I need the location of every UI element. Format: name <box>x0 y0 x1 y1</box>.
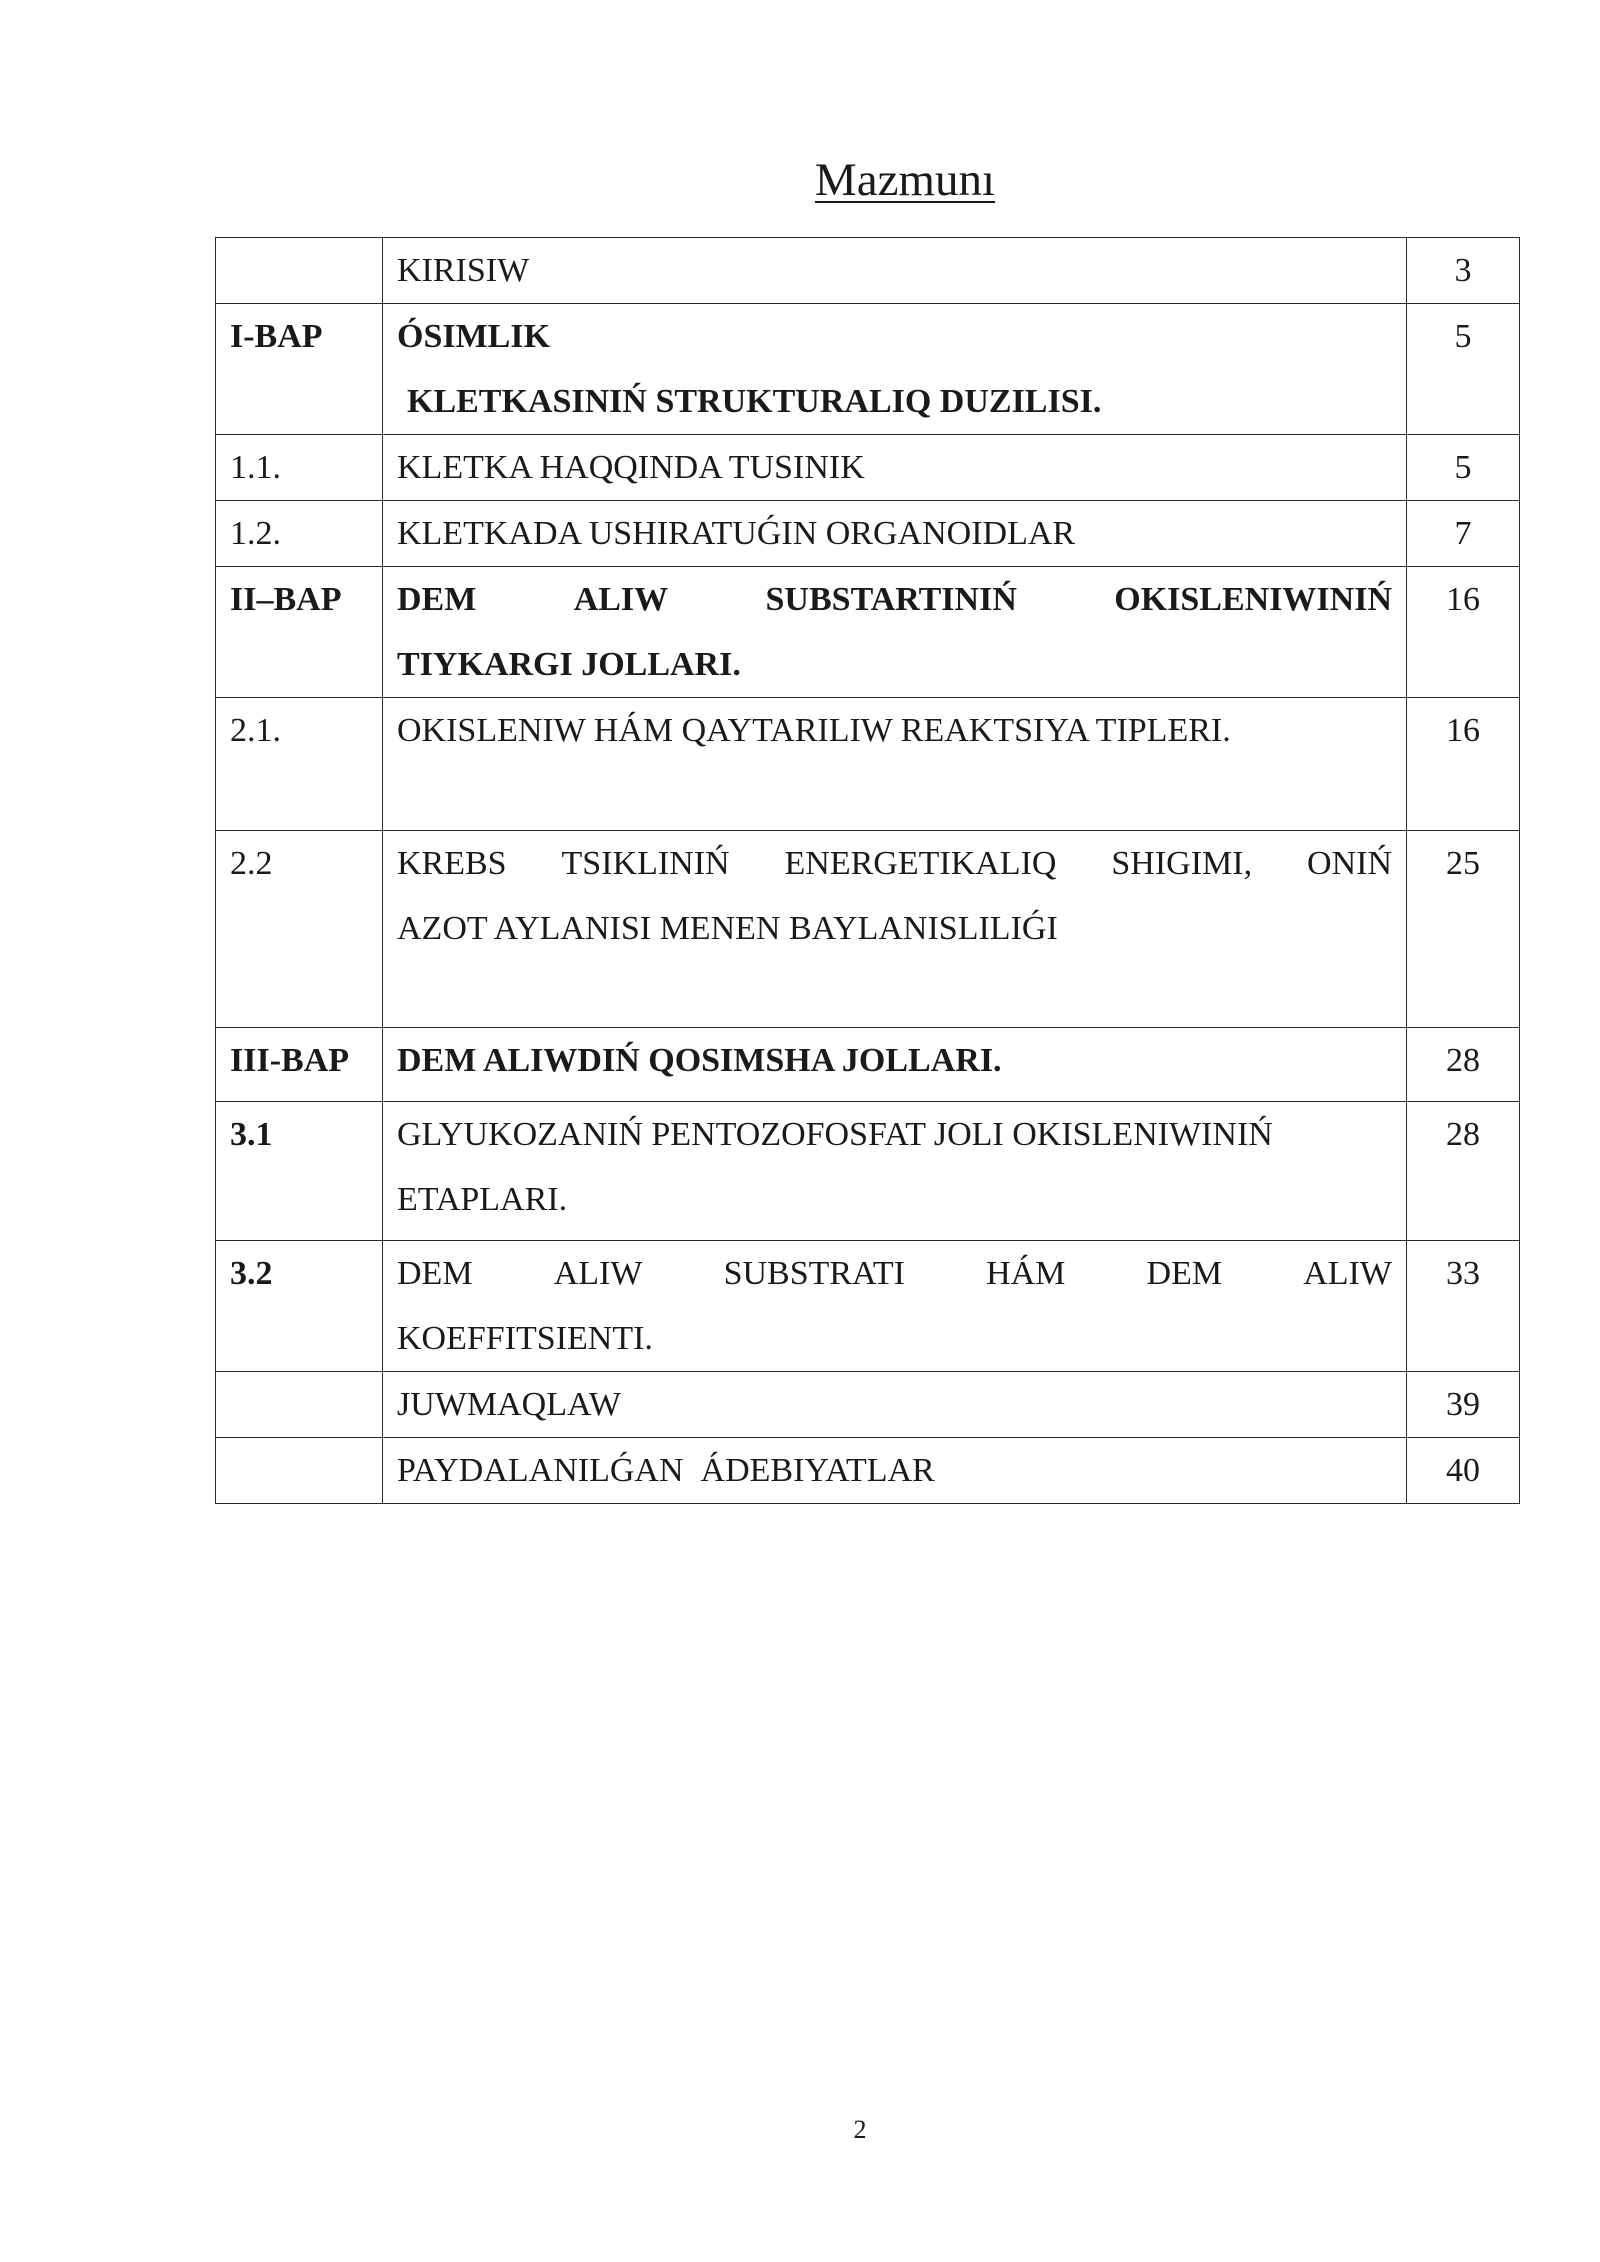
toc-title: PAYDALANILǴAN ÁDEBIYATLAR <box>383 1438 1407 1504</box>
toc-title: DEM ALIWDIŃ QOSIMSHA JOLLARI. <box>383 1028 1407 1102</box>
document-title: Mazmunı <box>814 154 996 206</box>
toc-word: TSIKLINIŃ <box>561 845 730 882</box>
toc-word: DEM <box>1146 1255 1223 1292</box>
toc-title <box>383 567 1407 698</box>
toc-row-2-2 <box>216 831 1520 1028</box>
toc-title <box>383 831 1407 1028</box>
toc-title: KLETKA HAQQINDA TUSINIK <box>383 435 1407 501</box>
toc-title <box>383 1241 1407 1372</box>
toc-title-line <box>397 831 1392 896</box>
toc-title <box>383 1102 1407 1241</box>
toc-row-1-1 <box>216 435 1520 501</box>
toc-number: III-BAP <box>216 1028 383 1102</box>
toc-title: KIRISIW <box>383 238 1407 304</box>
toc-title: KLETKADA USHIRATUǴIN ORGANOIDLAR <box>383 501 1407 567</box>
toc-word: ALIW <box>573 581 669 618</box>
toc-word: ALIW <box>553 1255 643 1292</box>
toc-title-line: KLETKASINIŃ STRUKTURALIQ DUZILISI. <box>407 383 1102 420</box>
toc-number <box>216 238 383 304</box>
toc-title-line: TIYKARGI JOLLARI. <box>397 646 741 683</box>
toc-number <box>216 1438 383 1504</box>
toc-title <box>383 304 1407 435</box>
toc-title-line: GLYUKOZANIŃ PENTOZOFOSFAT JOLI OKISLENIWINIŃ <box>397 1116 1273 1153</box>
toc-word: HÁM <box>986 1255 1066 1292</box>
toc-title-line: ÓSIMLIK <box>397 318 551 355</box>
toc-number: II–BAP <box>216 567 383 698</box>
toc-number <box>216 1372 383 1438</box>
toc-number: 2.2 <box>216 831 383 1028</box>
toc-word: DEM <box>397 581 477 618</box>
toc-page: 5 <box>1407 435 1520 501</box>
toc-word: ALIW <box>1303 1255 1392 1292</box>
toc-number: 1.2. <box>216 501 383 567</box>
toc-number: 1.1. <box>216 435 383 501</box>
toc-row-chapter-3 <box>216 1028 1520 1102</box>
toc-row-chapter-1 <box>216 304 1520 435</box>
toc-title: OKISLENIW HÁM QAYTARILIW REAKTSIYA TIPLERI. <box>383 698 1407 831</box>
toc-page: 5 <box>1407 304 1520 435</box>
toc-page: 25 <box>1407 831 1520 1028</box>
toc-page: 3 <box>1407 238 1520 304</box>
toc-page: 16 <box>1407 698 1520 831</box>
toc-page: 7 <box>1407 501 1520 567</box>
toc-word: ONIŃ <box>1307 845 1392 882</box>
toc-page: 33 <box>1407 1241 1520 1372</box>
toc-page: 28 <box>1407 1102 1520 1241</box>
toc-title-line: AZOT AYLANISI MENEN BAYLANISLILIǴI <box>397 910 1058 947</box>
toc-page: 28 <box>1407 1028 1520 1102</box>
toc-word: SUBSTARTINIŃ <box>765 581 1017 618</box>
toc-title-line: KOEFFITSIENTI. <box>397 1320 653 1357</box>
toc-word: ENERGETIKALIQ <box>784 845 1057 882</box>
toc-title-line: ETAPLARI. <box>397 1181 568 1218</box>
toc-row-kirisiw <box>216 238 1520 304</box>
toc-number: 3.2 <box>216 1241 383 1372</box>
toc-word: OKISLENIWINIŃ <box>1114 581 1392 618</box>
toc-number: I-BAP <box>216 304 383 435</box>
toc-row-chapter-2 <box>216 567 1520 698</box>
toc-row-1-2 <box>216 501 1520 567</box>
toc-word: KREBS <box>397 845 507 882</box>
toc-title: JUWMAQLAW <box>383 1372 1407 1438</box>
toc-title-line <box>397 567 1392 632</box>
toc-page: 40 <box>1407 1438 1520 1504</box>
toc-page: 16 <box>1407 567 1520 698</box>
toc-word: DEM <box>397 1255 473 1292</box>
toc-row-juwmaqlaw <box>216 1372 1520 1438</box>
page-number: 2 <box>853 2115 867 2144</box>
toc-row-references <box>216 1438 1520 1504</box>
table-of-contents <box>215 237 1520 1504</box>
toc-word: SUBSTRATI <box>723 1255 905 1292</box>
toc-row-3-1 <box>216 1102 1520 1241</box>
toc-title-line <box>397 1241 1392 1306</box>
toc-row-3-2 <box>216 1241 1520 1372</box>
toc-page: 39 <box>1407 1372 1520 1438</box>
toc-word: SHIGIMI, <box>1111 845 1253 882</box>
toc-number: 2.1. <box>216 698 383 831</box>
toc-number: 3.1 <box>216 1102 383 1241</box>
toc-row-2-1 <box>216 698 1520 831</box>
